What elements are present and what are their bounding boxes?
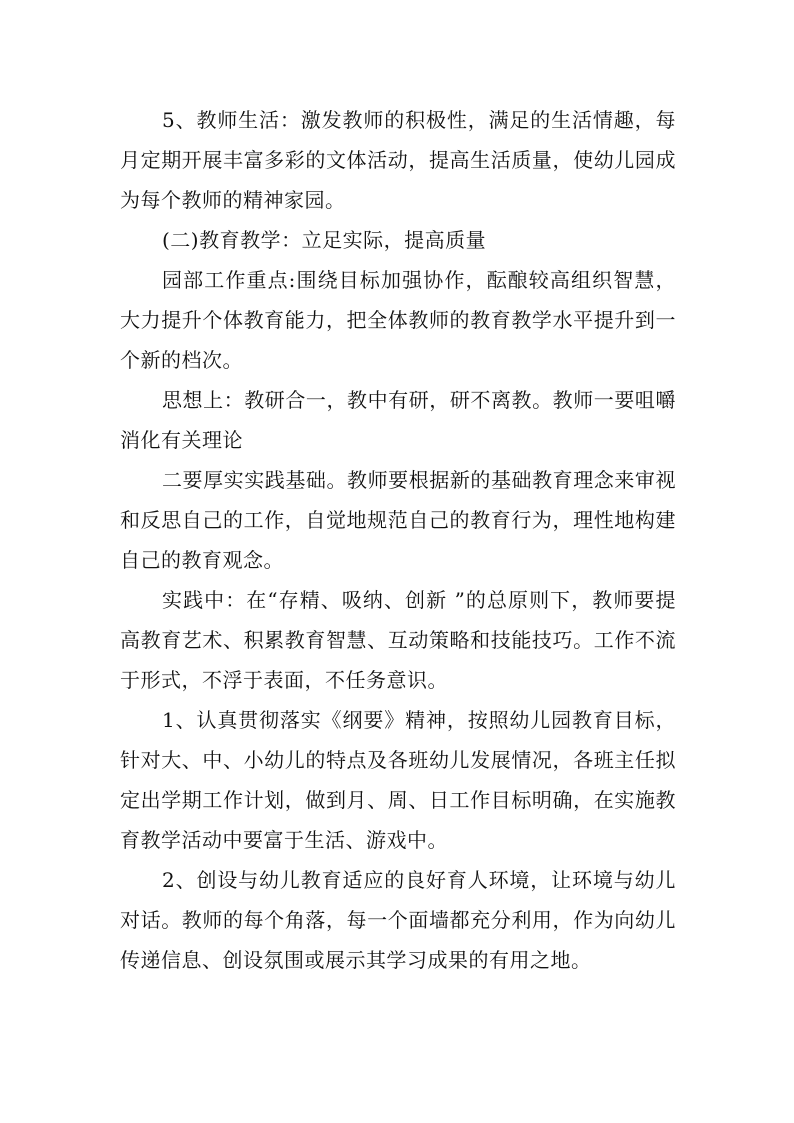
paragraph-item-2: 2、创设与幼儿教育适应的良好育人环境，让环境与幼儿对话。教师的每个角落，每一个面墙都充分利用，作为向幼儿传递信息、创设氛围或展示其学习成果的有用之地。: [120, 868, 676, 972]
paragraph-work-focus: 园部工作重点:围绕目标加强协作，酝酿较高组织智慧，大力提升个体教育能力，把全体教师的教育教学水平提升到一个新的档次。: [120, 268, 676, 372]
paragraph-practice-foundation: 二要厚实实践基础。教师要根据新的基础教育理念来审视和反思自己的工作，自觉地规范自己的教育行为，理性地构建自己的教育观念。: [120, 468, 676, 572]
paragraph-in-practice: 实践中：在“存精、吸纳、创新 ”的总原则下，教师要提高教育艺术、积累教育智慧、互动策略和技能技巧。工作不流于形式，不浮于表面，不任务意识。: [120, 588, 676, 692]
section-heading-teaching: (二)教育教学：立足实际，提高质量: [162, 228, 487, 252]
paragraph-item-1: 1、认真贯彻落实《纲要》精神，按照幼儿园教育目标，针对大、中、小幼儿的特点及各班幼儿发展情况，各班主任拟定出学期工作计划，做到月、周、日工作目标明确，在实施教育教学活动中要富于生活、游戏中。: [120, 708, 676, 852]
paragraph-thinking: 思想上：教研合一，教中有研，研不离教。教师一要咀嚼消化有关理论: [120, 388, 676, 452]
document-body: [120, 100, 676, 980]
paragraph-teacher-life: 5、教师生活：激发教师的积极性，满足的生活情趣，每月定期开展丰富多彩的文体活动，提高生活质量，使幼儿园成为每个教师的精神家园。: [120, 108, 676, 212]
